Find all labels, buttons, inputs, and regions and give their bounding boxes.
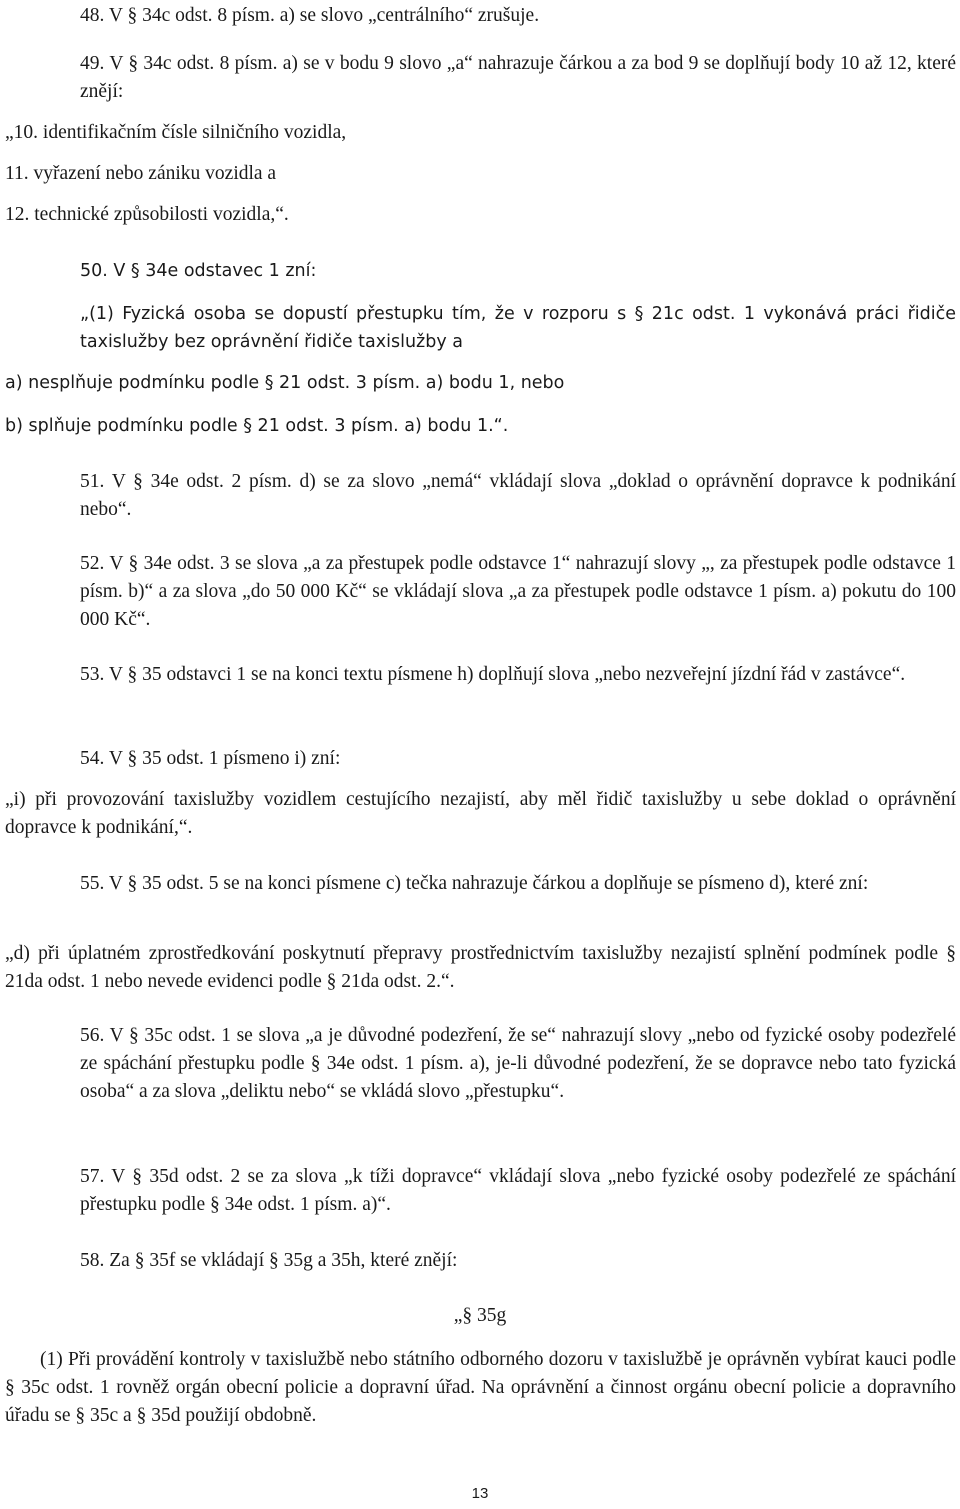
paragraph-50: 50. V § 34e odstavec 1 zní: bbox=[80, 261, 317, 281]
paragraph-49-item-12: 12. technické způsobilosti vozidla,“. bbox=[5, 204, 289, 225]
paragraph-56: 56. V § 35c odst. 1 se slova „a je důvodné podezření, že se“ nahrazují slovy „nebo od fyzické osoby podezřelé ze spáchání přestupku podle § 34e odst. 1 písm. a), je-li důvodné podezření, že se dopravce nebo tato fyzická osoba“ a za slova „deliktu nebo“ se vkládá slovo „přestupku“. bbox=[80, 1025, 956, 1102]
paragraph-55-text: „d) při úplatném zprostředkování poskytnutí přepravy prostřednictvím taxislužby nezajistí splnění podmínek podle § 21da odst. 1 nebo nevede evidenci podle § 21da odst. 2.“. bbox=[5, 943, 956, 992]
paragraph-48: 48. V § 34c odst. 8 písm. a) se slovo „centrálního“ zrušuje. bbox=[80, 5, 540, 26]
paragraph-53: 53. V § 35 odstavci 1 se na konci textu písmene h) doplňují slova „nebo nezveřejní jízdní řád v zastávce“. bbox=[80, 664, 906, 685]
paragraph-49: 49. V § 34c odst. 8 písm. a) se v bodu 9 slovo „a“ nahrazuje čárkou a za bod 9 se doplňují body 10 až 12, které znějí: bbox=[80, 53, 956, 102]
paragraph-50-item-b: b) splňuje podmínku podle § 21 odst. 3 písm. a) bodu 1.“. bbox=[5, 416, 509, 436]
paragraph-35g-1: (1) Při provádění kontroly v taxislužbě nebo státního odborného dozoru v taxislužbě je oprávněn vybírat kauci podle § 35c odst. 1 rovněž orgán obecní policie a dopravní úřad. Na oprávnění a činnost orgánu obecní policie a dopravního úřadu se § 35c a § 35d použijí obdobně. bbox=[5, 1349, 956, 1426]
section-heading-35g: „§ 35g bbox=[453, 1305, 507, 1326]
paragraph-50-text: „(1) Fyzická osoba se dopustí přestupku tím, že v rozporu s § 21c odst. 1 vykonává práci řidiče taxislužby bez oprávnění řidiče taxislužby a bbox=[80, 304, 956, 352]
paragraph-54: 54. V § 35 odst. 1 písmeno i) zní: bbox=[80, 748, 341, 769]
paragraph-58: 58. Za § 35f se vkládají § 35g a 35h, které znějí: bbox=[80, 1250, 458, 1271]
paragraph-49-item-10: „10. identifikačním čísle silničního vozidla, bbox=[5, 122, 347, 143]
paragraph-55: 55. V § 35 odst. 5 se na konci písmene c) tečka nahrazuje čárkou a doplňuje se písmeno d), které zní: bbox=[80, 873, 869, 894]
paragraph-57: 57. V § 35d odst. 2 se za slova „k tíži dopravce“ vkládají slova „nebo fyzické osoby podezřelé ze spáchání přestupku podle § 34e odst. 1 písm. a)“. bbox=[80, 1166, 956, 1215]
paragraph-49-item-11: 11. vyřazení nebo zániku vozidla a bbox=[5, 163, 277, 184]
paragraph-54-text: „i) při provozování taxislužby vozidlem cestujícího nezajistí, aby měl řidič taxislužby u sebe doklad o oprávnění dopravce k podnikání,“. bbox=[5, 789, 956, 838]
paragraph-50-item-a: a) nesplňuje podmínku podle § 21 odst. 3 písm. a) bodu 1, nebo bbox=[5, 373, 565, 393]
paragraph-51: 51. V § 34e odst. 2 písm. d) se za slovo „nemá“ vkládají slova „doklad o oprávnění dopravce k podnikání nebo“. bbox=[80, 471, 956, 520]
paragraph-52: 52. V § 34e odst. 3 se slova „a za přestupek podle odstavce 1“ nahrazují slovy „, za přestupek podle odstavce 1 písm. b)“ a za slova „do 50 000 Kč“ se vkládají slova „a za přestupek podle odstavce 1 písm. a) pokutu do 100 000 Kč“. bbox=[80, 553, 956, 630]
page-number: 13 bbox=[471, 1485, 489, 1502]
